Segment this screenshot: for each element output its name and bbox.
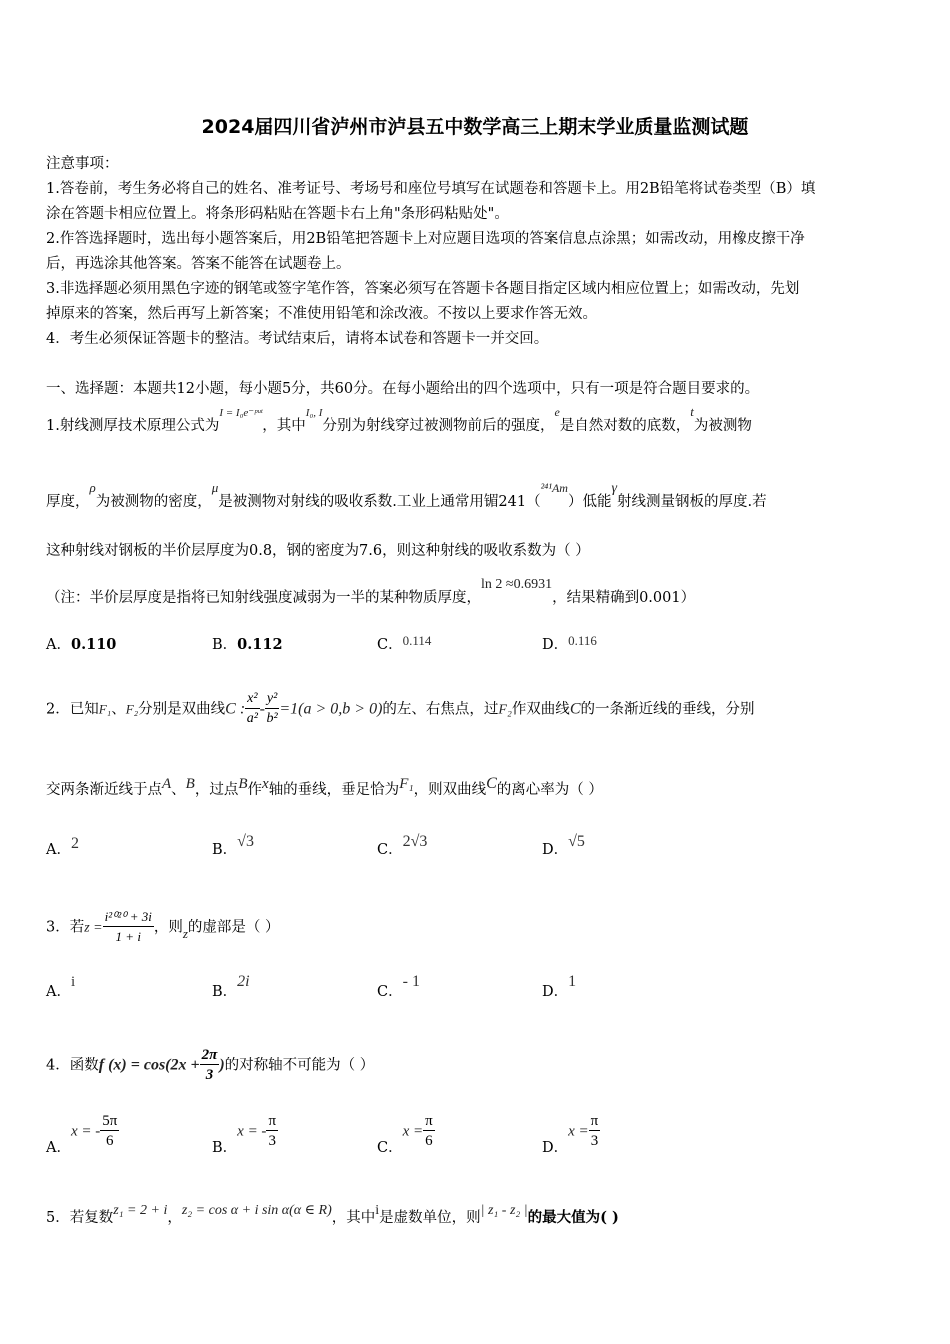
numerator: 5π [102, 1113, 118, 1129]
q1-text: 厚度， [46, 494, 90, 510]
numerator: x² [245, 690, 259, 709]
notice-line: 后，再选涂其他答案。答案不能答在试题卷上。 [46, 256, 351, 272]
q2-formula: C : [225, 700, 246, 718]
denominator: 6 [425, 1133, 433, 1149]
q5-text: ， [167, 1210, 182, 1226]
denominator: 1 + i [115, 929, 141, 944]
option-fraction [100, 1112, 119, 1151]
q2-formula: - [259, 700, 265, 718]
q2-option-b[interactable] [212, 833, 254, 859]
q5-formula: i [375, 1203, 380, 1218]
q1-text: 为被测物 [693, 418, 752, 434]
question-2-line-2 [46, 775, 603, 799]
question-1-line-4 [46, 577, 696, 607]
option-label: B． [212, 842, 238, 858]
q1-option-d[interactable] [542, 633, 597, 654]
numerator: y² [265, 690, 279, 709]
q2-text: ，则双曲线 [413, 782, 487, 798]
denominator: b² [266, 711, 278, 726]
question-5-line-1 [46, 1203, 619, 1227]
denominator: 3 [205, 1067, 214, 1083]
q1-text: 分别为射线穿过被测物前后的强度， [322, 418, 555, 434]
q2-formula: C [569, 700, 581, 718]
option-label: B． [212, 637, 238, 653]
q2-text: 分别是双曲线 [138, 701, 226, 718]
notice-line: 4．考生必须保证答题卡的整洁。考试结束后，请将本试卷和答题卡一并交回。 [46, 331, 549, 347]
option-value: 0.116 [568, 633, 597, 648]
option-label: D． [542, 637, 569, 653]
section-heading: 一、选择题：本题共12小题，每小题5分，共60分。在每小题给出的四个选项中，只有一项是符合题目要求的。 [46, 381, 760, 397]
q2-text: 交两条渐近线于点 [46, 782, 162, 798]
question-1-line-1 [46, 404, 752, 435]
option-value: √3 [237, 833, 254, 850]
q3-option-a[interactable] [46, 974, 76, 1001]
option-label: C． [377, 1139, 403, 1156]
q3-option-d[interactable] [542, 973, 577, 1001]
q1-formula: ρ [89, 480, 96, 495]
option-value: i [70, 974, 76, 990]
option-label: B． [212, 984, 238, 1000]
option-value: 0.114 [402, 633, 432, 648]
option-value: √5 [568, 833, 585, 850]
q2-formula: A [162, 776, 172, 792]
q3-formula: z [182, 925, 188, 941]
numerator: π [268, 1113, 277, 1129]
numerator: 2π [201, 1047, 218, 1063]
q1-option-a[interactable] [46, 633, 116, 654]
q5-formula: z₁ = 2 + i [113, 1203, 168, 1218]
notice-line: 2.作答选择题时，选出每小题答案后，用2B铅笔把答题卡上对应题目选项的答案信息点涂黑；如需改动，用橡皮擦干净 [46, 231, 805, 247]
question-1-line-3: 这种射线对钢板的半价层厚度为0.8，钢的密度为7.6，则这种射线的吸收系数为（ ） [46, 543, 590, 559]
numerator: i²⁰²⁰ + 3i [103, 908, 154, 927]
option-fraction [423, 1112, 435, 1151]
q1-formula: I = I₀e⁻ᵖᵘᵗ [219, 407, 263, 419]
q3-text: 3．若 [46, 919, 85, 936]
q1-text: 射线测量钢板的厚度.若 [616, 494, 767, 510]
q2-formula: B [238, 776, 248, 792]
q5-text: 是虚数单位，则 [379, 1210, 481, 1226]
question-4-line-1 [46, 1046, 374, 1085]
q5-formula: | z₁ - z₂ | [480, 1203, 528, 1218]
q4-text: 4．函数 [46, 1057, 99, 1074]
q4-fraction [200, 1046, 220, 1085]
option-label: C． [377, 842, 403, 858]
q2-option-d[interactable] [542, 833, 585, 859]
q1-formula: ²⁴¹Am [540, 481, 568, 495]
q2-text: 、 [111, 701, 126, 718]
notice-line: 1.答卷前，考生务必将自己的姓名、准考证号、考场号和座位号填写在试题卷和答题卡上。用2B铅笔将试卷类型（B）填 [46, 181, 816, 197]
q2-text: 的一条渐近线的垂线，分别 [580, 701, 755, 718]
q1-option-b[interactable] [212, 633, 283, 654]
q3-text: 的虚部是（ ） [187, 919, 280, 936]
q3-fraction [103, 908, 154, 947]
q4-formula: f (x) = cos(2x + [98, 1056, 200, 1074]
q2-text: 、 [171, 782, 186, 798]
q1-formula: t [690, 404, 694, 419]
q2-fraction [245, 690, 259, 729]
denominator: 3 [590, 1133, 599, 1149]
q1-text: ，其中 [262, 418, 306, 434]
q4-formula: ) [219, 1056, 225, 1074]
question-1-line-2 [46, 480, 767, 511]
q3-option-c[interactable] [377, 973, 420, 1001]
option-value: 0.110 [70, 636, 117, 653]
denominator: 3 [268, 1133, 276, 1149]
notice-line: 掉原来的答案，然后再写上新答案；不准使用铅笔和涂改液。不按以上要求作答无效。 [46, 306, 597, 322]
q1-option-c[interactable] [377, 633, 431, 654]
numerator: π [590, 1113, 599, 1129]
q2-text: 轴的垂线，垂足恰为 [268, 782, 400, 798]
q2-formula: C [486, 775, 497, 792]
q5-formula: z₂ = cos α + i sin α(α ∈ R) [181, 1203, 332, 1218]
q2-formula: =1(a > 0,b > 0) [279, 700, 383, 718]
option-label: A． [46, 984, 71, 1000]
q1-formula: γ [611, 481, 617, 496]
q4-text: 的对称轴不可能为（ ） [224, 1057, 375, 1074]
q1-text: 是被测物对射线的吸收系数.工业上通常用镅241（ [218, 494, 541, 510]
q2-formula: F₂ [498, 702, 512, 718]
q1-text: 为被测物的密度， [95, 494, 212, 510]
q1-formula: ln 2 ≈0.6931 [481, 577, 553, 592]
option-label: D． [542, 1139, 569, 1156]
q3-option-b[interactable] [212, 973, 250, 1001]
question-3-line-1 [46, 908, 280, 947]
denominator: 6 [106, 1133, 114, 1149]
notice-heading: 注意事项： [46, 156, 119, 172]
option-label: C． [377, 637, 403, 653]
q1-text: ）低能 [567, 494, 612, 510]
q5-text: 5．若复数 [46, 1210, 114, 1226]
option-value: 1 [568, 973, 577, 990]
q5-text: ，其中 [331, 1210, 376, 1226]
option-fraction [266, 1112, 278, 1151]
q2-text: ，过点 [194, 782, 239, 798]
q2-text: 作双曲线 [511, 701, 570, 718]
q1-formula: μ [211, 480, 219, 495]
q2-text: 作 [247, 782, 263, 798]
q4-option-a[interactable] [46, 1112, 119, 1156]
option-fraction [589, 1112, 601, 1151]
option-label: D． [542, 842, 569, 858]
q4-option-c[interactable] [377, 1112, 435, 1156]
q1-formula: I₀, I [305, 407, 323, 419]
q1-text: 是自然对数的底数， [559, 418, 691, 434]
q1-formula: e [554, 405, 560, 419]
option-formula: x = [568, 1123, 589, 1140]
q4-option-b[interactable] [212, 1112, 278, 1156]
option-label: A． [46, 637, 71, 653]
option-formula: x = [402, 1123, 424, 1140]
option-formula: x = - [70, 1123, 101, 1140]
option-value: 0.112 [237, 636, 283, 653]
option-label: A． [46, 842, 71, 858]
page-title: 2024届四川省泸州市泸县五中数学高三上期末学业质量监测试题 [201, 116, 749, 138]
q3-text: ，则 [153, 919, 183, 936]
q2-formula: F₂ [125, 701, 139, 717]
q2-formula: F₁ [399, 776, 414, 792]
q5-text: 的最大值为( ) [527, 1209, 619, 1226]
option-value: 2√3 [402, 833, 428, 850]
q2-text: 的离心率为（ ） [496, 782, 603, 798]
option-value: 2 [70, 835, 79, 852]
q2-formula: B [185, 776, 195, 792]
option-value: - 1 [402, 973, 420, 990]
q2-formula: x [262, 776, 269, 792]
q4-option-d[interactable] [542, 1112, 600, 1156]
q2-option-a[interactable] [46, 835, 79, 859]
option-label: B． [212, 1139, 238, 1156]
q1-text: 1.射线测厚技术原理公式为 [46, 418, 220, 434]
denominator: a² [246, 711, 258, 726]
q2-option-c[interactable] [377, 833, 428, 859]
option-label: D． [542, 984, 569, 1000]
q1-text: ，结果精确到0.001） [552, 590, 696, 606]
q2-text: 2．已知 [46, 701, 99, 718]
option-value: 2i [237, 973, 250, 990]
option-label: C． [377, 984, 403, 1000]
option-label: A． [46, 1139, 71, 1156]
q3-formula: z = [84, 920, 103, 936]
notice-line: 3.非选择题必须用黑色字迹的钢笔或签字笔作答，答案必须写在答题卡各题目指定区域内相应位置上；如需改动，先划 [46, 281, 800, 297]
option-formula: x = - [237, 1123, 267, 1140]
q1-text: （注：半价层厚度是指将已知射线强度减弱为一半的某种物质厚度， [46, 590, 481, 606]
q2-text: 的左、右焦点，过 [382, 701, 499, 718]
notice-line: 涂在答题卡相应位置上。将条形码粘贴在答题卡右上角"条形码粘贴处"。 [46, 206, 509, 222]
q2-formula: F₁ [98, 701, 112, 717]
question-2-line-1 [46, 690, 754, 729]
numerator: π [425, 1113, 433, 1129]
q2-fraction [265, 690, 279, 729]
